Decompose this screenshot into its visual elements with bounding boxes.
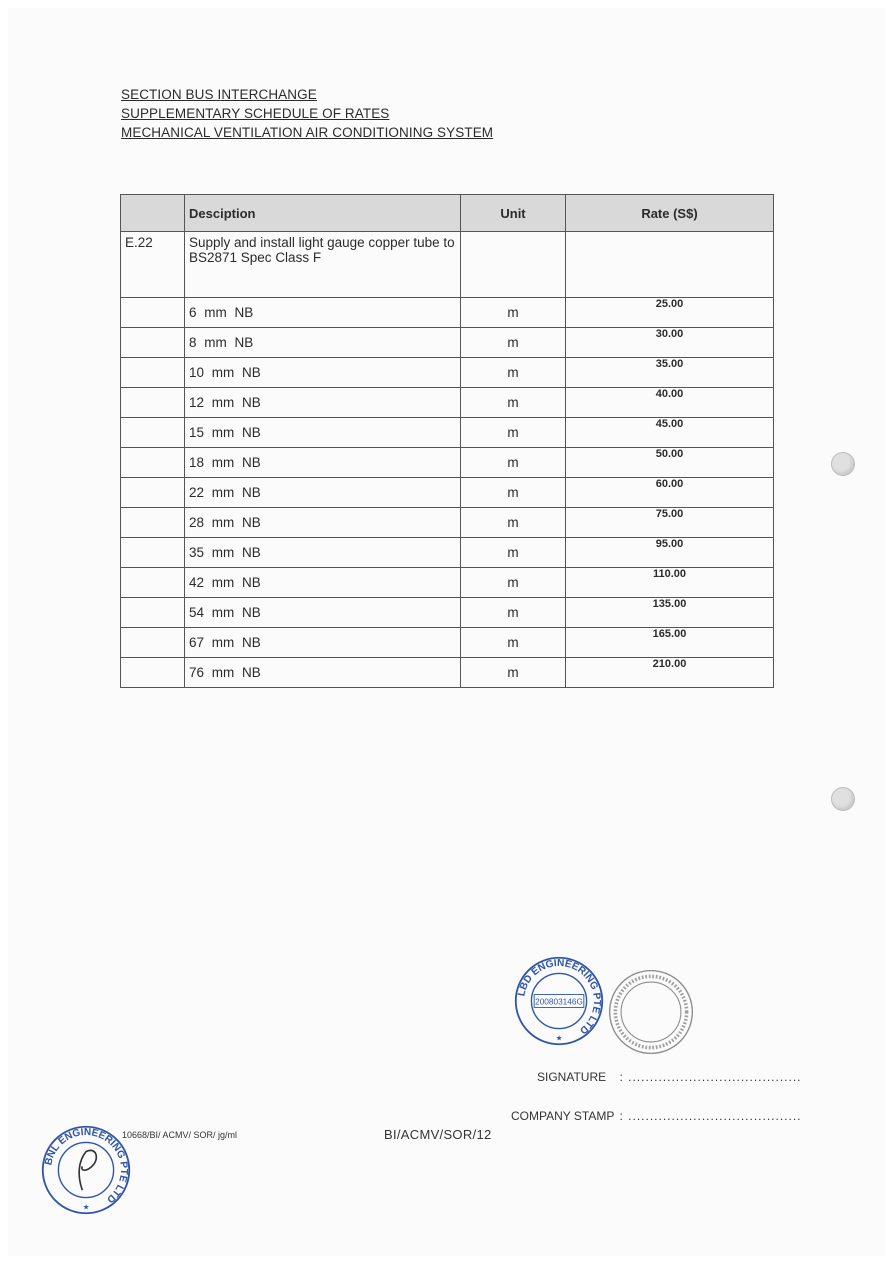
row-unit: m xyxy=(461,388,566,418)
row-unit: m xyxy=(461,448,566,478)
row-rate: 165.00 xyxy=(566,628,774,658)
row-code xyxy=(121,298,185,328)
row-rate: 45.00 xyxy=(566,418,774,448)
row-description: 42 mm NB xyxy=(185,568,461,598)
item-code: E.22 xyxy=(121,232,185,298)
row-unit: m xyxy=(461,628,566,658)
row-code xyxy=(121,358,185,388)
star-icon: ★ xyxy=(555,1033,563,1043)
table-row xyxy=(121,628,774,658)
row-unit: m xyxy=(461,478,566,508)
row-rate: 110.00 xyxy=(566,568,774,598)
header-unit: Unit xyxy=(461,195,566,232)
lbd-company-stamp xyxy=(513,955,605,1047)
company-stamp-line: : ........................................ xyxy=(619,1109,802,1123)
row-description: 76 mm NB xyxy=(185,658,461,688)
signature-scribble xyxy=(79,1150,96,1190)
table-row xyxy=(121,298,774,328)
row-description: 35 mm NB xyxy=(185,538,461,568)
row-unit: m xyxy=(461,328,566,358)
row-code xyxy=(121,508,185,538)
heading-system: MECHANICAL VENTILATION AIR CONDITIONING SYSTEM xyxy=(121,125,494,140)
item-unit xyxy=(461,232,566,298)
row-rate: 30.00 xyxy=(566,328,774,358)
star-icon: ★ xyxy=(82,1202,90,1212)
header-code xyxy=(121,195,185,232)
bnl-company-stamp xyxy=(40,1124,132,1216)
table-row xyxy=(121,568,774,598)
row-rate: 35.00 xyxy=(566,358,774,388)
document-heading xyxy=(121,85,493,142)
row-rate: 135.00 xyxy=(566,598,774,628)
row-code xyxy=(121,658,185,688)
signature-line: : ........................................ xyxy=(619,1070,802,1084)
table-row xyxy=(121,448,774,478)
row-rate: 40.00 xyxy=(566,388,774,418)
row-rate: 50.00 xyxy=(566,448,774,478)
row-description: 8 mm NB xyxy=(185,328,461,358)
table-row-main-item xyxy=(121,232,774,298)
heading-section: SECTION BUS INTERCHANGE xyxy=(121,87,317,102)
lbd-stamp-name: LBD ENGINEERING PTE LTD xyxy=(516,957,603,1036)
row-code xyxy=(121,328,185,358)
row-description: 12 mm NB xyxy=(185,388,461,418)
contractor-round-stamp xyxy=(607,968,695,1056)
row-rate: 25.00 xyxy=(566,298,774,328)
row-unit: m xyxy=(461,538,566,568)
row-description: 10 mm NB xyxy=(185,358,461,388)
company-stamp-field xyxy=(511,1109,802,1123)
row-unit: m xyxy=(461,508,566,538)
row-code xyxy=(121,418,185,448)
signature-field xyxy=(537,1070,802,1084)
row-description: 6 mm NB xyxy=(185,298,461,328)
item-description: Supply and install light gauge copper tube to BS2871 Spec Class F xyxy=(185,232,461,298)
row-code xyxy=(121,388,185,418)
row-code xyxy=(121,628,185,658)
row-description: 22 mm NB xyxy=(185,478,461,508)
company-stamp-label: COMPANY STAMP xyxy=(511,1109,615,1123)
row-description: 15 mm NB xyxy=(185,418,461,448)
table-row xyxy=(121,418,774,448)
table-row xyxy=(121,508,774,538)
header-rate: Rate (S$) xyxy=(566,195,774,232)
signature-label: SIGNATURE xyxy=(537,1070,607,1084)
header-description: Desciption xyxy=(185,195,461,232)
punch-hole xyxy=(831,452,855,476)
table-row xyxy=(121,478,774,508)
row-code xyxy=(121,478,185,508)
row-unit: m xyxy=(461,598,566,628)
table-header-row xyxy=(121,195,774,232)
reference-number: 10668/BI/ ACMV/ SOR/ jg/ml xyxy=(122,1130,238,1140)
row-description: 54 mm NB xyxy=(185,598,461,628)
row-code xyxy=(121,538,185,568)
row-description: 67 mm NB xyxy=(185,628,461,658)
row-unit: m xyxy=(461,298,566,328)
rates-table xyxy=(120,194,774,688)
table-row xyxy=(121,328,774,358)
bnl-stamp-name: BNL ENGINEERING PTE LTD xyxy=(43,1126,130,1205)
table-row xyxy=(121,598,774,628)
table-row xyxy=(121,358,774,388)
row-rate: 75.00 xyxy=(566,508,774,538)
lbd-stamp-reg: 200803146G xyxy=(535,997,583,1007)
table-row xyxy=(121,388,774,418)
row-code xyxy=(121,598,185,628)
row-unit: m xyxy=(461,568,566,598)
row-description: 18 mm NB xyxy=(185,448,461,478)
item-rate xyxy=(566,232,774,298)
row-rate: 95.00 xyxy=(566,538,774,568)
punch-hole xyxy=(831,787,855,811)
row-code xyxy=(121,568,185,598)
row-code xyxy=(121,448,185,478)
row-unit: m xyxy=(461,418,566,448)
row-unit: m xyxy=(461,358,566,388)
row-unit: m xyxy=(461,658,566,688)
row-description: 28 mm NB xyxy=(185,508,461,538)
row-rate: 60.00 xyxy=(566,478,774,508)
heading-schedule: SUPPLEMENTARY SCHEDULE OF RATES xyxy=(121,106,390,121)
row-rate: 210.00 xyxy=(566,658,774,688)
document-code: BI/ACMV/SOR/12 xyxy=(384,1127,492,1142)
table-row xyxy=(121,538,774,568)
table-row xyxy=(121,658,774,688)
